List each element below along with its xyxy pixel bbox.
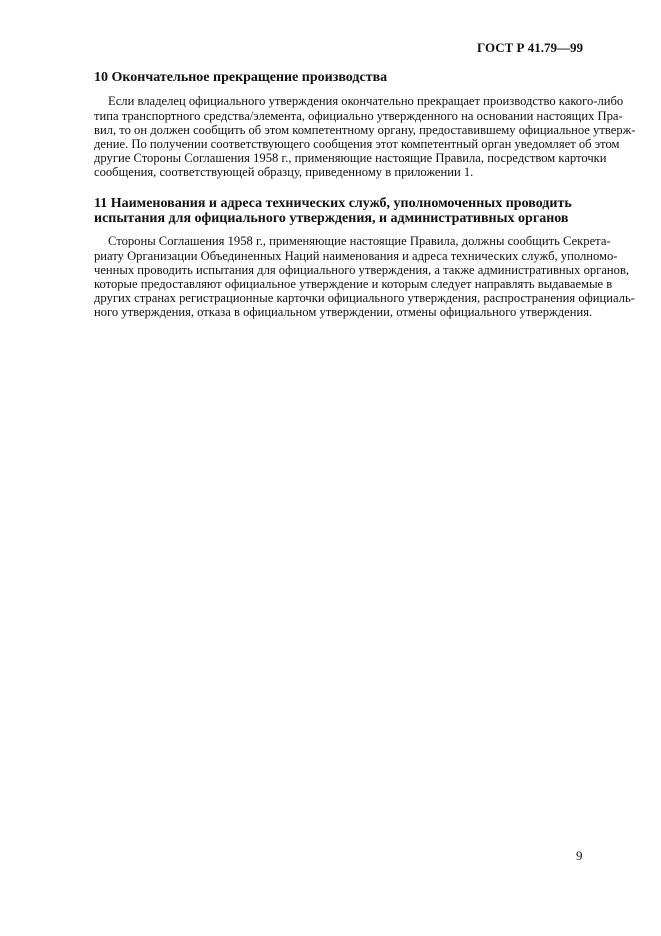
text-line: Если владелец официального утверждения окончательно прекращает производство какого-либо — [108, 94, 624, 108]
text-line: дение. По получении соответствующего сообщения этот компетентный орган уведомляет об этом — [94, 137, 620, 151]
text-line: других странах регистрационные карточки официального утверждения, распространения официаль- — [94, 291, 635, 305]
text-line: ного утверждения, отказа в официальном утверждении, отмены официального утверждения. — [94, 305, 593, 319]
section-10-title: 10 Окончательное прекращение производства — [94, 70, 388, 85]
text-line: ченных проводить испытания для официального утверждения, а также административных органов, — [94, 263, 630, 277]
page-number: 9 — [576, 848, 583, 863]
document-code: ГОСТ Р 41.79—99 — [477, 40, 583, 55]
text-line: риату Организации Объединенных Наций наименования и адреса технических служб, уполномо- — [94, 249, 618, 263]
text-line: типа транспортного средства/элемента, официально утвержденного на основании настоящих Пра- — [94, 109, 623, 123]
text-line: Стороны Соглашения 1958 г., применяющие настоящие Правила, должны сообщить Секрета- — [108, 234, 611, 248]
text-line: другие Стороны Соглашения 1958 г., применяющие настоящие Правила, посредством карточки — [94, 151, 607, 165]
text-line: которые предоставляют официальное утверждение и которым следует направлять выдаваемые в — [94, 277, 613, 291]
text-line: сообщения, соответствующей образцу, приведенному в приложении 1. — [94, 165, 474, 179]
section-11-title-cont: испытания для официального утверждения, и административных органов — [94, 211, 569, 226]
text-line: вил, то он должен сообщить об этом компетентному органу, предоставившему официальное утверж- — [94, 123, 636, 137]
section-11-title: 11 Наименования и адреса технических служб, уполномоченных проводить — [94, 196, 572, 211]
